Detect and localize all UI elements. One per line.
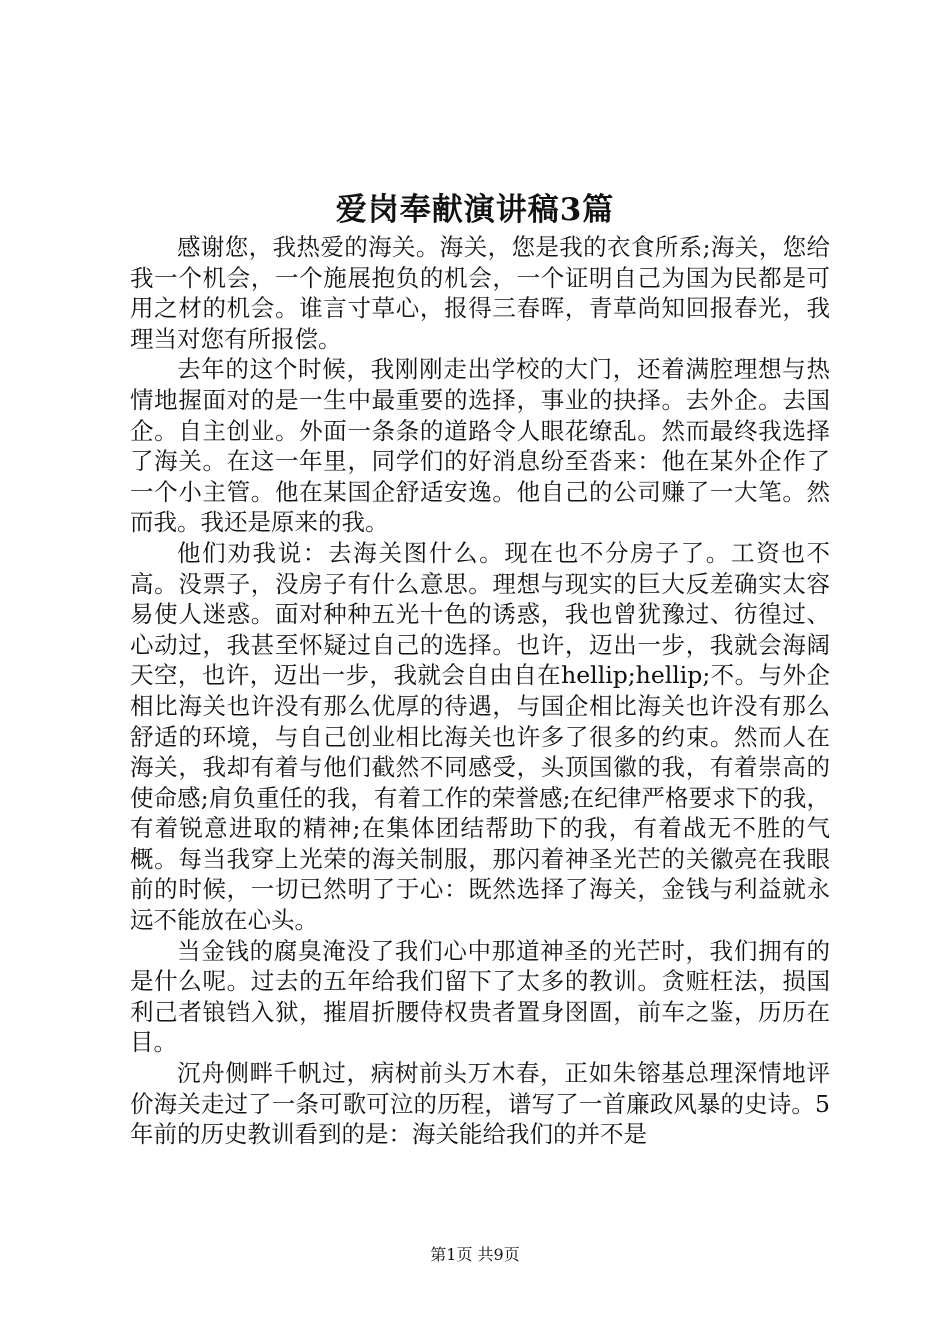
page-number-footer: 第1页 共9页	[430, 1245, 520, 1264]
paragraph-1: 感谢您，我热爱的海关。海关，您是我的衣食所系;海关，您给我一个机会，一个施展抱负的机会，一个证明自己为国为民都是可用之材的机会。谁言寸草心，报得三春晖，青草尚知回报春光，我理当对您有所报偿。	[130, 233, 830, 353]
paragraph-5: 沉舟侧畔千帆过，病树前头万木春，正如朱镕基总理深情地评价海关走过了一条可歌可泣的历程，谱写了一首廉政风暴的史诗。5年前的历史教训看到的是：海关能给我们的并不是	[130, 1059, 830, 1149]
paragraph-2: 去年的这个时候，我刚刚走出学校的大门，还着满腔理想与热情地握面对的是一生中最重要的选择，事业的抉择。去外企。去国企。自主创业。外面一条条的道路令人眼花缭乱。然而最终我选择了海关。在这一年里，同学们的好消息纷至沓来：他在某外企作了一个小主管。他在某国企舒适安逸。他自己的公司赚了一大笔。然而我。我还是原来的我。	[130, 355, 830, 537]
paragraph-3: 他们劝我说：去海关图什么。现在也不分房子了。工资也不高。没票子，没房子有什么意思。理想与现实的巨大反差确实太容易使人迷惑。面对种种五光十色的诱惑，我也曾犹豫过、彷徨过、心动过，我甚至怀疑过自己的选择。也许，迈出一步，我就会海阔天空，也许，迈出一步，我就会自由自在hellip;hellip;不。与外企相比海关也许没有那么优厚的待遇，与国企相比海关也许没有那么舒适的环境，与自己创业相比海关也许多了很多的约束。然而人在海关，我却有着与他们截然不同感受，头顶国徽的我，有着崇高的使命感;肩负重任的我，有着工作的荣誉感;在纪律严格要求下的我，有着锐意进取的精神;在集体团结帮助下的我，有着战无不胜的气概。每当我穿上光荣的海关制服，那闪着神圣光芒的关徽亮在我眼前的时候，一切已然明了于心：既然选择了海关，金钱与利益就永远不能放在心头。	[130, 538, 830, 935]
document-body	[130, 232, 830, 1150]
document-title: 爱岗奉献演讲稿3篇	[335, 192, 615, 228]
paragraph-4: 当金钱的腐臭淹没了我们心中那道神圣的光芒时，我们拥有的是什么呢。过去的五年给我们留下了太多的教训。贪赃枉法，损国利己者锒铛入狱，摧眉折腰侍权贵者置身囹圄，前车之鉴，历历在目。	[130, 936, 830, 1057]
